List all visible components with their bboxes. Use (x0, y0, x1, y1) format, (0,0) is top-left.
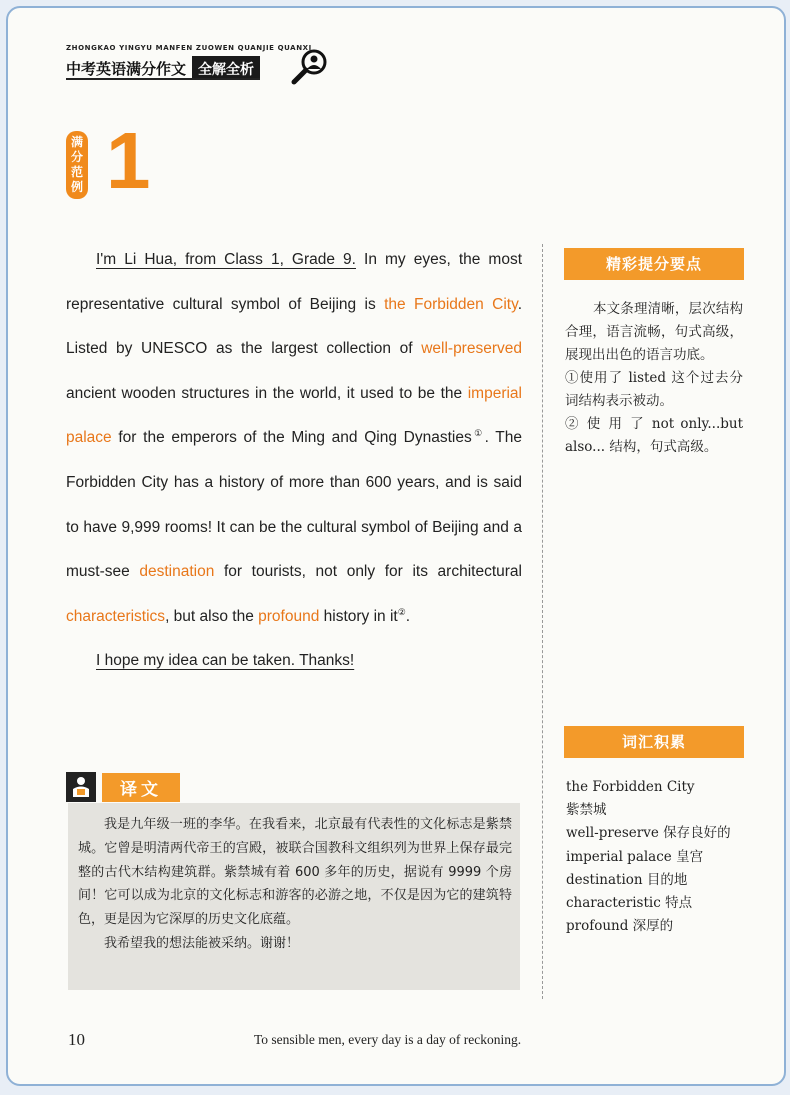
page-number: 10 (68, 1030, 85, 1049)
section-tag-char: 范 (70, 165, 83, 179)
essay-vocab-highlight: imperial palace (66, 384, 522, 447)
vocab-item: imperial palace 皇宫 (566, 848, 704, 865)
reader-icon (66, 772, 96, 802)
essay-paragraph-2 (66, 639, 522, 684)
header-pinyin: ZHONGKAO YINGYU MANFEN ZUOWEN QUANJIE QUANXI (66, 44, 312, 52)
essay-vocab-highlight: characteristics (66, 607, 166, 625)
vocab-item: profound 深厚的 (566, 918, 674, 935)
tips-body (565, 298, 743, 459)
book-page (6, 6, 786, 1086)
tips-line: 本文条理清晰，层次结构合理，语言流畅，句式高级，展现出出色的语言功底。 (565, 301, 743, 363)
annotation-marker: ② (397, 606, 406, 617)
essay-vocab-highlight: destination (139, 563, 215, 581)
translation-box (68, 803, 520, 990)
essay-text: In my eyes, the most representative cultural symbol of Beijing is (66, 251, 522, 313)
section-number: 1 (106, 116, 151, 205)
essay-text: for tourists, not only for its architectural (214, 563, 522, 581)
section-tag-char: 满 (70, 135, 83, 149)
tips-heading: 精彩提分要点 (564, 248, 744, 280)
tips-line: ② 使 用 了 not only...but also... 结构，句式高级。 (565, 416, 743, 455)
essay-text: for the emperors of the Ming and Qing Dynasties (111, 429, 472, 447)
essay-text: , but also the (165, 607, 259, 625)
essay-body (66, 238, 522, 684)
annotation-marker: ① (471, 428, 485, 439)
column-divider (542, 244, 543, 999)
essay-vocab-highlight: the Forbidden City (384, 295, 518, 313)
vocab-item: characteristic 特点 (566, 895, 693, 912)
vocab-item: the Forbidden City (566, 779, 695, 795)
section-tag-char: 分 (70, 150, 83, 164)
vocab-heading: 词汇积累 (564, 726, 744, 758)
essay-text: . Listed by UNESCO as the largest collection of (66, 295, 522, 358)
book-title-main: 中考英语满分作文 (66, 60, 187, 78)
translation-heading (66, 772, 180, 802)
translation-paragraph: 我是九年级一班的李华。在我看来，北京最有代表性的文化标志是紫禁城。它曾是明清两代帝王的宫殿，被联合国教科文组织列为世界上保存最完整的古代木结构建筑群。紫禁城有着 600 多年的历史，据说有 9999 个房间！它可以成为北京的文化标志和游客的必游之地，不仅是因为它的建筑特色，更是因为它深厚的历史文化底蕴。 (78, 817, 512, 928)
tips-line: ①使用了 listed 这个过去分词结构表示被动。 (565, 370, 743, 409)
vocab-item: 紫禁城 (566, 802, 607, 819)
essay-closing: I hope my idea can be taken. Thanks! (96, 652, 355, 670)
essay-intro-underlined: I'm Li Hua, from Class 1, Grade 9. (96, 251, 356, 268)
magnifier-person-icon (290, 48, 330, 86)
section-tag-char: 例 (70, 180, 83, 194)
essay-paragraph-1 (66, 238, 522, 639)
essay-text: . (405, 607, 411, 625)
essay-vocab-highlight: well-preserved (421, 340, 522, 358)
book-title-tag: 全解全析 (192, 56, 260, 78)
footer-quote: To sensible men, every day is a day of reckoning. (254, 1032, 522, 1047)
book-title (66, 56, 260, 80)
essay-text: ancient wooden structures in the world, it used to be the (66, 384, 468, 402)
essay-text: history in it (319, 607, 398, 625)
vocab-item: destination 目的地 (566, 871, 688, 888)
essay-vocab-highlight: profound (258, 607, 320, 625)
vocab-list (566, 776, 746, 938)
essay-text: . The Forbidden City has a history of more than 600 years, and is said to have 9,999 rooms! It can be the cultural symbol of Beijing and a must-see (66, 429, 522, 581)
translation-paragraph: 我希望我的想法能被采纳。谢谢！ (104, 935, 300, 951)
vocab-item: well-preserve 保存良好的 (566, 825, 731, 842)
translation-label: 译文 (102, 773, 180, 802)
section-tag (66, 131, 88, 199)
